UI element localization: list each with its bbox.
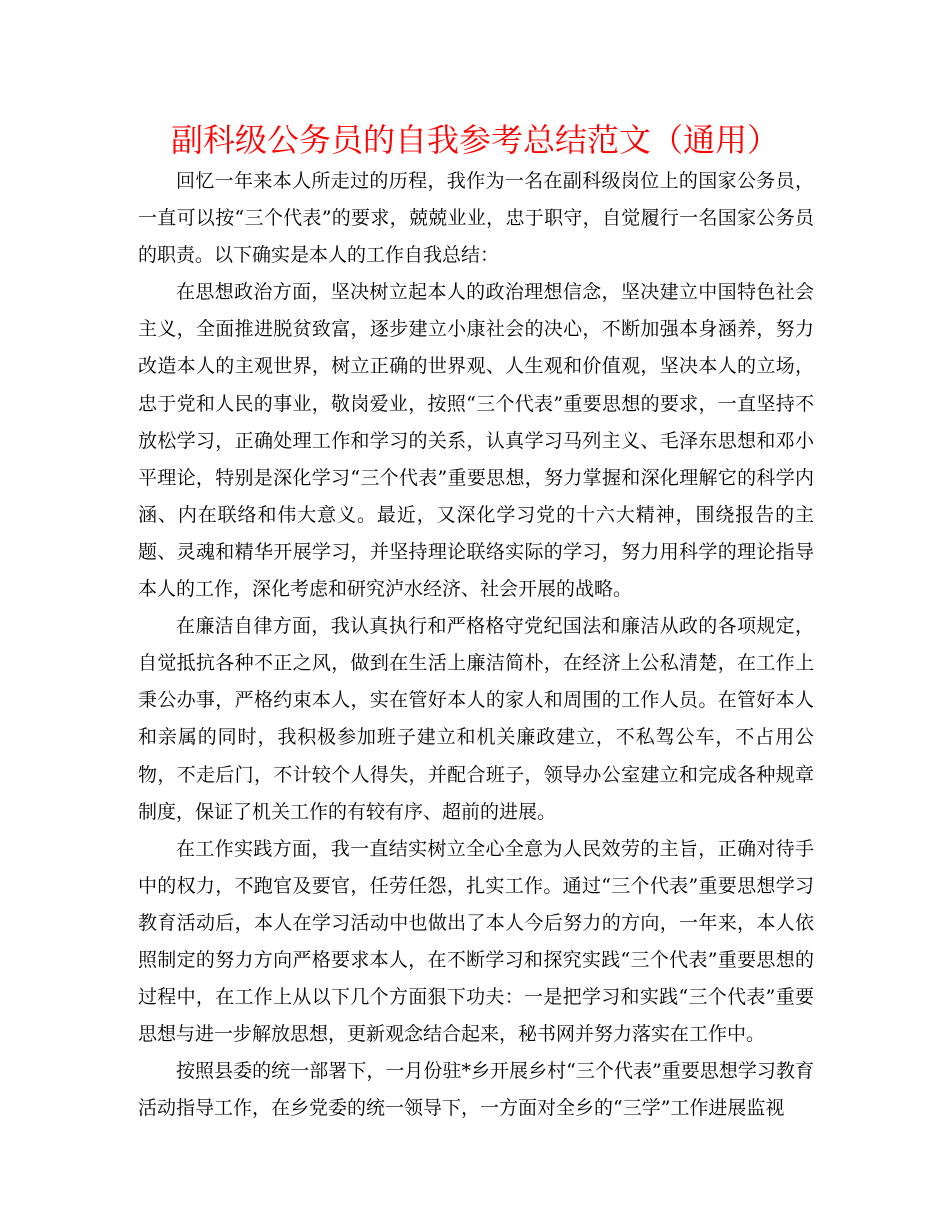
paragraph: 在工作实践方面，我一直结实树立全心全意为人民效劳的主旨，正确对待手中的权力，不跑官及要官，任劳任怨，扎实工作。通过“三个代表”重要思想学习教育活动后，本人在学习活动中也做出了本人今后努力的方向，一年来，本人依照制定的努力方向严格要求本人，在不断学习和探究实践“三个代表”重要思想的过程中，在工作上从以下几个方面狠下功夫：一是把学习和实践“三个代表”重要思想与进一步解放思想，更新观念结合起来，秘书网并努力落实在工作中。: [138, 837, 814, 1046]
document-title: 副科级公务员的自我参考总结范文（通用）: [170, 121, 779, 159]
paragraph: 按照县委的统一部署下，一月份驻*乡开展乡村“三个代表”重要思想学习教育活动指导工作，在乡党委的统一领导下，一方面对全乡的“三学”工作进展监视: [138, 1060, 814, 1120]
document-body: [138, 163, 814, 1127]
paragraph: 在廉洁自律方面，我认真执行和严格格守党纪国法和廉洁从政的各项规定，自觉抵抗各种不正之风，做到在生活上廉洁简朴，在经济上公私清楚，在工作上秉公办事，严格约束本人，实在管好本人的家人和周围的工作人员。在管好本人和亲属的同时，我积极参加班子建立和机关廉政建立，不私驾公车，不占用公物，不走后门，不计较个人得失，并配合班子，领导办公室建立和完成各种规章制度，保证了机关工作的有较有序、超前的进展。: [138, 615, 814, 823]
paragraph: 回忆一年来本人所走过的历程，我作为一名在副科级岗位上的国家公务员，一直可以按“三个代表”的要求，兢兢业业，忠于职守，自觉履行一名国家公务员的职责。以下确实是本人的工作自我总结：: [138, 170, 814, 267]
paragraph: 在思想政治方面，坚决树立起本人的政治理想信念，坚决建立中国特色社会主义，全面推进脱贫致富，逐步建立小康社会的决心，不断加强本身涵养，努力改造本人的主观世界，树立正确的世界观、人生观和价值观，坚决本人的立场，忠于党和人民的事业，敬岗爱业，按照“三个代表”重要思想的要求，一直坚持不放松学习，正确处理工作和学习的关系，认真学习马列主义、毛泽东思想和邓小平理论，特别是深化学习“三个代表”重要思想，努力掌握和深化理解它的科学内涵、内在联络和伟大意义。最近，又深化学习党的十六大精神，围绕报告的主题、灵魂和精华开展学习，并坚持理论联络实际的学习，努力用科学的理论指导本人的工作，深化考虑和研究泸水经济、社会开展的战略。: [138, 281, 814, 601]
